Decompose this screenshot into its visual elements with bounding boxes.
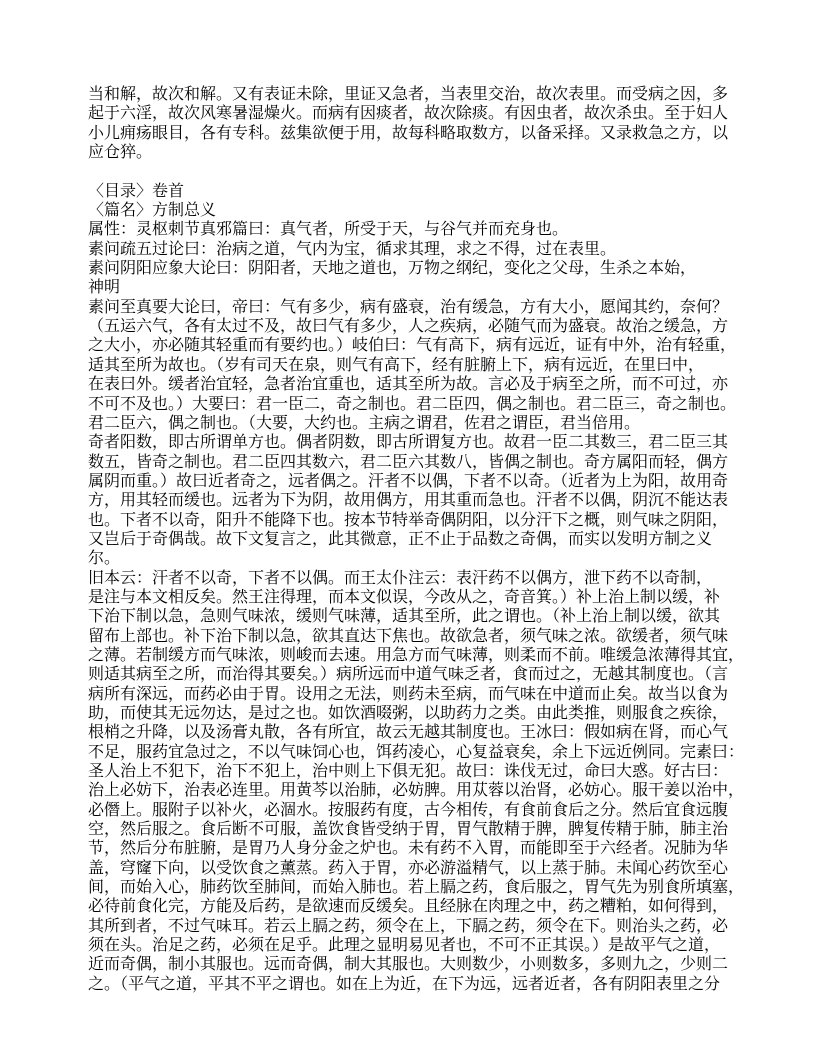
document-text-block (88, 85, 745, 994)
text-line: 当和解，故次和解。又有表证未除，里证又急者，当表里交治，故次表里。而受病之因，多 (88, 86, 729, 103)
text-line: （五运六气，各有太过不及，故曰气有多少，人之疾病，必随气而为盛衰。故治之缓急，方 (88, 318, 729, 336)
text-line: 小儿痈疡眼目，各有专科。兹集欲便于用，故每科略取数方，以备采择。又录救急之方，以 (88, 124, 729, 142)
text-line (88, 162, 728, 181)
text-line: 圣人治上不犯下，治下不犯上，治中则上下俱无犯。故曰：诛伐无过，命曰大惑。好古曰： (88, 763, 729, 781)
text-line: 必僭上。服附子以补火，必涸水。按服药有度，古今相传，有食前食后之分。然后宜食远腹 (88, 801, 729, 819)
text-line: 方，用其轻而缓也。远者为下为阴，故用偶方，用其重而急也。汗者不以偶，阴沉不能达表 (88, 492, 729, 510)
text-line: 下治下制以急，急则气味浓，缓则气味薄，适其至所，此之谓也。（补上治上制以缓，欲其 (88, 608, 721, 626)
text-line: 之大小，亦必随其轻重而有要约也。）岐伯曰：气有高下，病有远近，证有中外，治有轻重， (88, 337, 737, 355)
text-line: 在表曰外。缓者治宜轻，急者治宜重也，适其至所为故。言必及于病至之所，而不可过，亦 (88, 376, 729, 394)
text-line: 之薄。若制缓方而气味浓，则峻而去速。用急方而气味薄，则柔而不前。唯缓急浓薄得其宜， (88, 646, 745, 664)
text-line: 素问至真要大论曰，帝曰：气有多少，病有盛衰，治有缓急，方有大小，愿闻其约，奈何？ (88, 298, 729, 316)
text-line: 旧本云：汗者不以奇，下者不以偶。而王太仆注云：表汗药不以偶方，泄下药不以奇制， (88, 569, 713, 587)
text-line: 不可不及也。）大要曰：君一臣二，奇之制也。君二臣四，偶之制也。君二臣三，奇之制也。 (88, 395, 737, 413)
text-line: 空，然后服之。食后断不可服，盖饮食皆受纳于胃，胃气散精于脾，脾复传精于肺，肺主治 (88, 821, 729, 839)
text-line: 素问阴阳应象大论曰：阴阳者，天地之道也，万物之纲纪，变化之父母，生杀之本始， (88, 260, 697, 278)
text-line: 素问疏五过论曰：治病之道，气内为宝，循求其理，求之不得，过在表里。 (88, 240, 617, 258)
text-line: 〈目录〉卷首 (88, 182, 185, 200)
text-line: 应仓猝。 (88, 144, 153, 162)
text-line: 其所到者，不过气味耳。若云上膈之药，须令在上，下膈之药，须令在下。则治头之药，必 (88, 917, 729, 935)
text-line: 君二臣六，偶之制也。（大要，大约也。主病之谓君，佐君之谓臣，君当倍用。 (88, 414, 641, 432)
text-line: 是注与本文相反矣。然王注得理，而本文似误，今改从之，奇音箕。）补上治上制以缓，补 (88, 588, 721, 606)
text-line: 也。下者不以奇，阳升不能降下也。按本节特举奇偶阴阳，以分汗下之概，则气味之阴阳， (88, 511, 729, 529)
text-line: 〈篇名〉方制总义 (88, 202, 217, 220)
text-line: 须在头。治足之药，必须在足乎。此理之显明易见者也，不可不正其误。）是故平气之道， (88, 937, 721, 955)
text-line: 助，而使其无远勿达，是过之也。如饮酒啜粥，以助药力之类。由此类推，则服食之疾徐， (88, 705, 729, 722)
text-line: 节，然后分布脏腑，是胃乃人身分金之炉也。未有药不入胃，而能即至于六经者。况肺为华 (88, 840, 729, 858)
text-line: 属阴而重。）故曰近者奇之，远者偶之。汗者不以偶，下者不以奇。（近者为上为阳，故用奇 (88, 472, 729, 490)
text-line: 不足，服药宜急过之，不以气味饲心也，饵药凌心，心复益衰矣，余上下远近例同。完素曰： (88, 743, 745, 761)
text-line: 盖，穹窿下向，以受饮食之薰蒸。药入于胃，亦必游溢精气，以上蒸于肺。未闻心药饮至心 (88, 859, 729, 877)
text-line: 又岂后于奇偶哉。故下文复言之，此其微意，正不止于品数之奇偶，而实以发明方制之义 (88, 530, 713, 548)
text-line: 适其至所为故也。（岁有司天在泉，则气有高下，经有脏腑上下，病有远近，在里曰中， (88, 356, 705, 374)
text-line: 必待前食化完，方能及后药，是欲速而反缓矣。且经脉在肉理之中，药之糟粕，如何得到， (88, 898, 729, 916)
text-line: 治上必妨下，治表必连里。用黄芩以治肺，必妨脾。用苁蓉以治肾，必妨心。服干姜以治中， (88, 782, 745, 800)
text-line: 近而奇偶，制小其服也。远而奇偶，制大其服也。大则数少，小则数多，多则九之，少则二 (88, 956, 729, 974)
text-line: 起于六淫，故次风寒暑湿燥火。而病有因痰者，故次除痰。有因虫者，故次杀虫。至于妇人 (88, 105, 729, 123)
text-line: 间，而始入心，肺药饮至肺间，而始入肺也。若上膈之药，食后服之，胃气先为别食所填塞， (88, 879, 745, 897)
text-line: 属性：灵枢刺节真邪篇曰：真气者，所受于天，与谷气并而充身也。 (88, 221, 569, 239)
text-line: 尔。 (88, 550, 121, 568)
text-line: 神明 (88, 279, 121, 297)
text-line: 病所有深远，而药必由于胃。设用之无法，则药未至病，而气味在中道而止矣。故当以食为 (88, 685, 729, 703)
text-line: 留布上部也。补下治下制以急，欲其直达下焦也。故欲急者，须气味之浓。欲缓者，须气味 (88, 627, 729, 645)
text-line: 根梢之升降，以及汤膏丸散，各有所宜，故云无越其制度也。王冰曰：假如病在肾，而心气 (88, 724, 729, 742)
text-line: 则适其病至之所，而治得其要矣。）病所远而中道气味乏者，食而过之，无越其制度也。（言 (88, 666, 729, 684)
text-line: 数五，皆奇之制也。君二臣四其数六，君二臣六其数八，皆偶之制也。奇方属阳而轻，偶方 (88, 453, 729, 471)
text-line: 奇者阳数，即古所谓单方也。偶者阴数，即古所谓复方也。故君一臣二其数三，君二臣三其 (88, 434, 729, 452)
text-line: 之。（平气之道，平其不平之谓也。如在上为近，在下为远，远者近者，各有阴阳表里之分 (88, 975, 721, 993)
